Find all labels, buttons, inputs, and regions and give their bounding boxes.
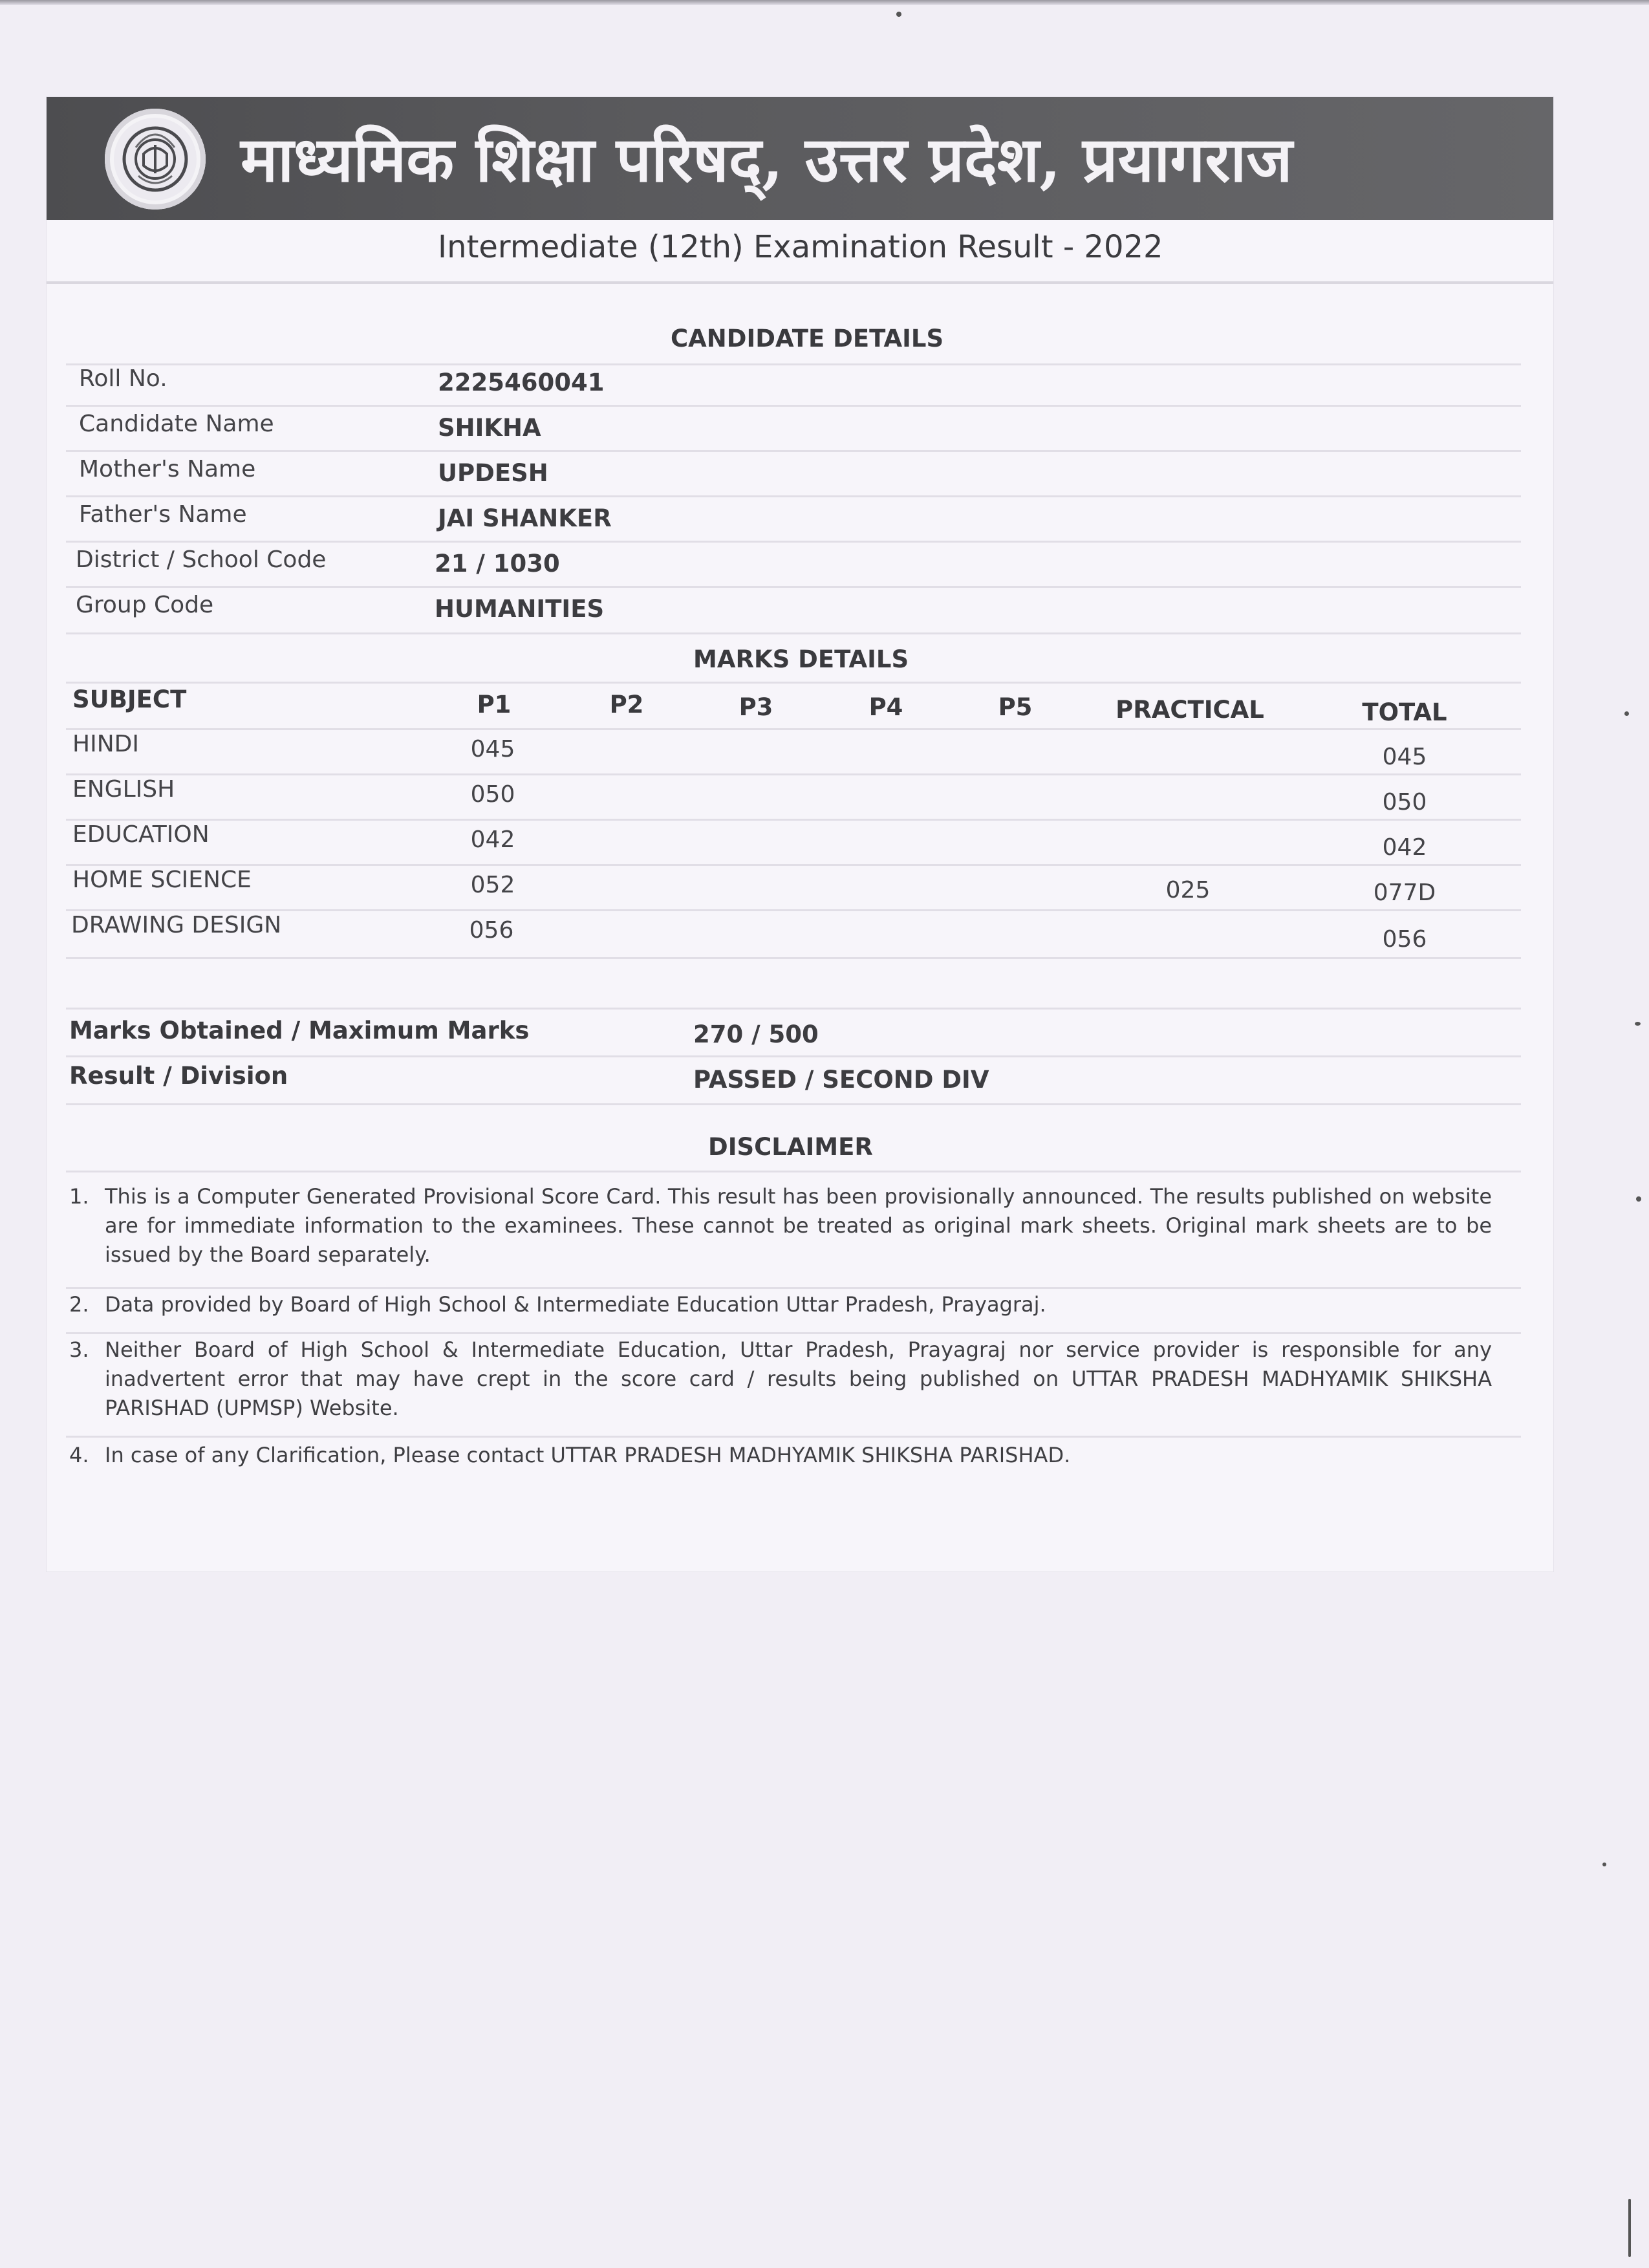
- disclaimer-item-number: 4.: [69, 1443, 89, 1467]
- disclaimer-item: [69, 1290, 1492, 1319]
- row-total: 042: [1382, 834, 1427, 861]
- result-division-label: Result / Division: [69, 1062, 288, 1090]
- disclaimer-item-number: 2.: [69, 1292, 89, 1317]
- marks-obtained-value: 270 / 500: [693, 1021, 819, 1048]
- board-emblem-icon: [105, 109, 206, 210]
- disclaimer-title: DISCLAIMER: [708, 1133, 873, 1161]
- row-p1: 056: [469, 917, 514, 944]
- row-subject: HINDI: [72, 731, 139, 757]
- row-practical: 025: [1165, 877, 1211, 903]
- row-total: 056: [1382, 926, 1427, 953]
- roll-no-value: 2225460041: [438, 369, 605, 396]
- scan-speck: [1602, 1863, 1606, 1866]
- row-subject: EDUCATION: [72, 821, 210, 848]
- col-p5: P5: [998, 693, 1033, 721]
- father-name-label: Father's Name: [79, 501, 247, 528]
- col-p3: P3: [738, 693, 773, 721]
- district-school-code-label: District / School Code: [76, 546, 327, 573]
- father-name-value: JAI SHANKER: [438, 504, 612, 532]
- row-p1: 045: [470, 736, 515, 762]
- scan-speck: [896, 12, 901, 17]
- divider: [66, 773, 1521, 775]
- col-total: TOTAL: [1362, 698, 1447, 726]
- divider: [66, 819, 1521, 821]
- divider: [66, 586, 1521, 588]
- row-p1: 052: [470, 872, 515, 898]
- divider: [66, 909, 1521, 911]
- board-name: माध्यमिक शिक्षा परिषद्, उत्तर प्रदेश, प्रयागराज: [241, 123, 1293, 196]
- divider: [66, 405, 1521, 407]
- disclaimer-item-text: This is a Computer Generated Provisional Score Card. This result has been provisionally announced. The results published on website are for immediate information to the examinees. These cannot be treated as original mark sheets. Original mark sheets are to be issued by the Board separately.: [105, 1184, 1492, 1267]
- row-total: 077D: [1373, 880, 1436, 906]
- col-p1: P1: [477, 691, 512, 718]
- roll-no-label: Roll No.: [79, 365, 167, 392]
- divider: [66, 1171, 1521, 1172]
- scan-speck: [1624, 711, 1629, 716]
- disclaimer-item: [69, 1441, 1492, 1470]
- row-p1: 042: [470, 826, 515, 853]
- disclaimer-item-number: 1.: [69, 1184, 89, 1209]
- disclaimer-item: [69, 1335, 1492, 1423]
- divider: [66, 957, 1521, 959]
- disclaimer-item-text: In case of any Clarification, Please contact UTTAR PRADESH MADHYAMIK SHIKSHA PARISHAD.: [105, 1443, 1071, 1467]
- divider: [66, 682, 1521, 684]
- divider: [66, 864, 1521, 866]
- row-subject: ENGLISH: [72, 776, 175, 803]
- row-p1: 050: [470, 781, 515, 808]
- result-division-value: PASSED / SECOND DIV: [693, 1066, 989, 1094]
- divider: [66, 632, 1521, 634]
- scan-speck: [1636, 1196, 1641, 1202]
- col-subject: SUBJECT: [72, 686, 187, 713]
- divider: [66, 450, 1521, 452]
- scan-speck: [1635, 1022, 1641, 1026]
- row-total: 050: [1382, 789, 1427, 815]
- exam-title: Intermediate (12th) Examination Result - 2022: [438, 229, 1163, 265]
- candidate-name-value: SHIKHA: [438, 414, 541, 442]
- mother-name-label: Mother's Name: [79, 456, 256, 482]
- disclaimer-item-text: Data provided by Board of High School & Intermediate Education Uttar Pradesh, Prayagraj.: [105, 1292, 1046, 1317]
- row-subject: HOME SCIENCE: [72, 867, 252, 893]
- marks-obtained-label: Marks Obtained / Maximum Marks: [69, 1017, 530, 1044]
- col-p2: P2: [609, 691, 644, 718]
- candidate-section-title: CANDIDATE DETAILS: [671, 325, 944, 352]
- scan-speck: [1628, 2199, 1631, 2257]
- divider: [66, 1287, 1521, 1289]
- divider: [66, 1436, 1521, 1438]
- divider: [66, 363, 1521, 365]
- col-p4: P4: [868, 693, 903, 721]
- mother-name-value: UPDESH: [438, 459, 548, 487]
- result-card: [47, 97, 1553, 1571]
- divider: [66, 1103, 1521, 1105]
- marks-section-title: MARKS DETAILS: [693, 645, 909, 673]
- divider: [66, 495, 1521, 497]
- row-subject: DRAWING DESIGN: [71, 912, 282, 938]
- divider: [66, 728, 1521, 730]
- col-practical: PRACTICAL: [1116, 696, 1264, 724]
- group-code-label: Group Code: [76, 592, 214, 618]
- divider: [47, 281, 1553, 284]
- header-banner: [47, 97, 1553, 220]
- disclaimer-item-text: Neither Board of High School & Intermediate Education, Uttar Pradesh, Prayagraj nor service provider is responsible for any inadvertent error that may have crept in the score card / results being published on UTTAR PRADESH MADHYAMIK SHIKSHA PARISHAD (UPMSP) Website.: [105, 1337, 1492, 1420]
- candidate-name-label: Candidate Name: [79, 411, 274, 437]
- divider: [66, 1332, 1521, 1334]
- disclaimer-item-number: 3.: [69, 1337, 89, 1362]
- district-school-code-value: 21 / 1030: [435, 550, 560, 578]
- disclaimer-item: [69, 1182, 1492, 1269]
- divider: [66, 1008, 1521, 1010]
- group-code-value: HUMANITIES: [435, 595, 605, 623]
- scan-edge: [0, 0, 1649, 5]
- divider: [66, 1055, 1521, 1057]
- row-total: 045: [1382, 744, 1427, 770]
- divider: [66, 541, 1521, 543]
